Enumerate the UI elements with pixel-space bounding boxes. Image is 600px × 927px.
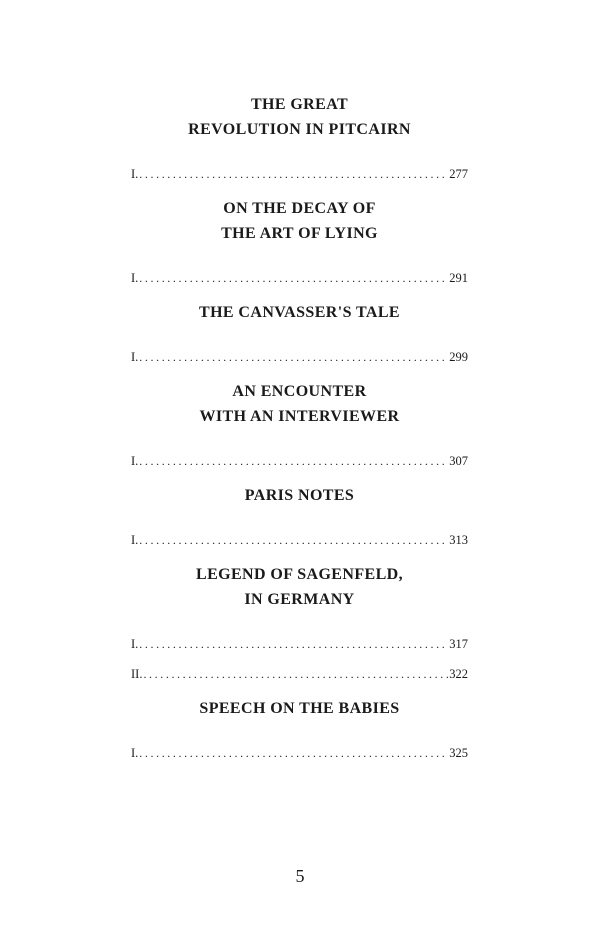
toc-section <box>131 379 468 469</box>
toc-section <box>131 300 468 365</box>
entry-page-number: 299 <box>449 350 468 364</box>
section-title <box>131 196 468 246</box>
toc-entry[interactable]: II . ..... 322 <box>131 666 468 682</box>
section-title <box>131 696 468 721</box>
section-title-line: LEGEND OF SAGENFELD, <box>196 566 403 583</box>
toc-entry[interactable]: I . ..... 291 <box>131 270 468 286</box>
section-title-line: THE ART OF LYING <box>221 225 378 242</box>
page-number: 5 <box>295 866 305 886</box>
section-title <box>131 92 468 142</box>
section-title <box>131 379 468 429</box>
dot-leader <box>143 666 448 682</box>
entry-numeral: II <box>131 667 140 681</box>
dot-leader <box>139 349 448 365</box>
section-title-line: ON THE DECAY OF <box>223 200 376 217</box>
entry-page-number: 322 <box>449 667 468 681</box>
dot-leader <box>139 532 448 548</box>
toc-section <box>131 483 468 548</box>
table-of-contents <box>131 92 468 775</box>
entry-numeral: I <box>131 167 136 181</box>
entry-page-number: 325 <box>449 746 468 760</box>
section-title-line: PARIS NOTES <box>244 487 355 504</box>
toc-section <box>131 196 468 286</box>
entry-numeral: I <box>131 746 136 760</box>
section-title-line: THE CANVASSER'S TALE <box>199 304 400 321</box>
entry-numeral: I <box>131 454 136 468</box>
dot-leader <box>139 636 448 652</box>
entry-page-number: 317 <box>449 637 468 651</box>
entry-numeral: I <box>131 637 136 651</box>
toc-section <box>131 92 468 182</box>
entry-numeral: I <box>131 350 136 364</box>
toc-section <box>131 562 468 682</box>
toc-entry[interactable]: I . ..... 325 <box>131 745 468 761</box>
section-title <box>131 562 468 612</box>
section-title <box>131 483 468 508</box>
toc-entry[interactable]: I . ..... 307 <box>131 453 468 469</box>
entry-numeral: I <box>131 533 136 547</box>
entry-page-number: 291 <box>449 271 468 285</box>
toc-entry[interactable]: I . ..... 313 <box>131 532 468 548</box>
section-title-line: WITH AN INTERVIEWER <box>199 408 400 425</box>
entry-page-number: 313 <box>449 533 468 547</box>
toc-entry[interactable]: I . ..... 317 <box>131 636 468 652</box>
section-title-line: THE GREAT <box>250 96 349 113</box>
toc-section <box>131 696 468 761</box>
entry-page-number: 307 <box>449 454 468 468</box>
section-title-line: AN ENCOUNTER <box>232 383 367 400</box>
entry-numeral: I <box>131 271 136 285</box>
section-title <box>131 300 468 325</box>
dot-leader <box>139 745 448 761</box>
toc-entry[interactable]: I . ..... 277 <box>131 166 468 182</box>
entry-page-number: 277 <box>449 167 468 181</box>
dot-leader <box>139 166 448 182</box>
section-title-line: SPEECH ON THE BABIES <box>199 700 400 717</box>
section-title-line: IN GERMANY <box>244 591 355 608</box>
dot-leader <box>139 270 448 286</box>
section-title-line: REVOLUTION IN PITCAIRN <box>188 121 411 138</box>
dot-leader <box>139 453 448 469</box>
toc-entry[interactable]: I . ..... 299 <box>131 349 468 365</box>
